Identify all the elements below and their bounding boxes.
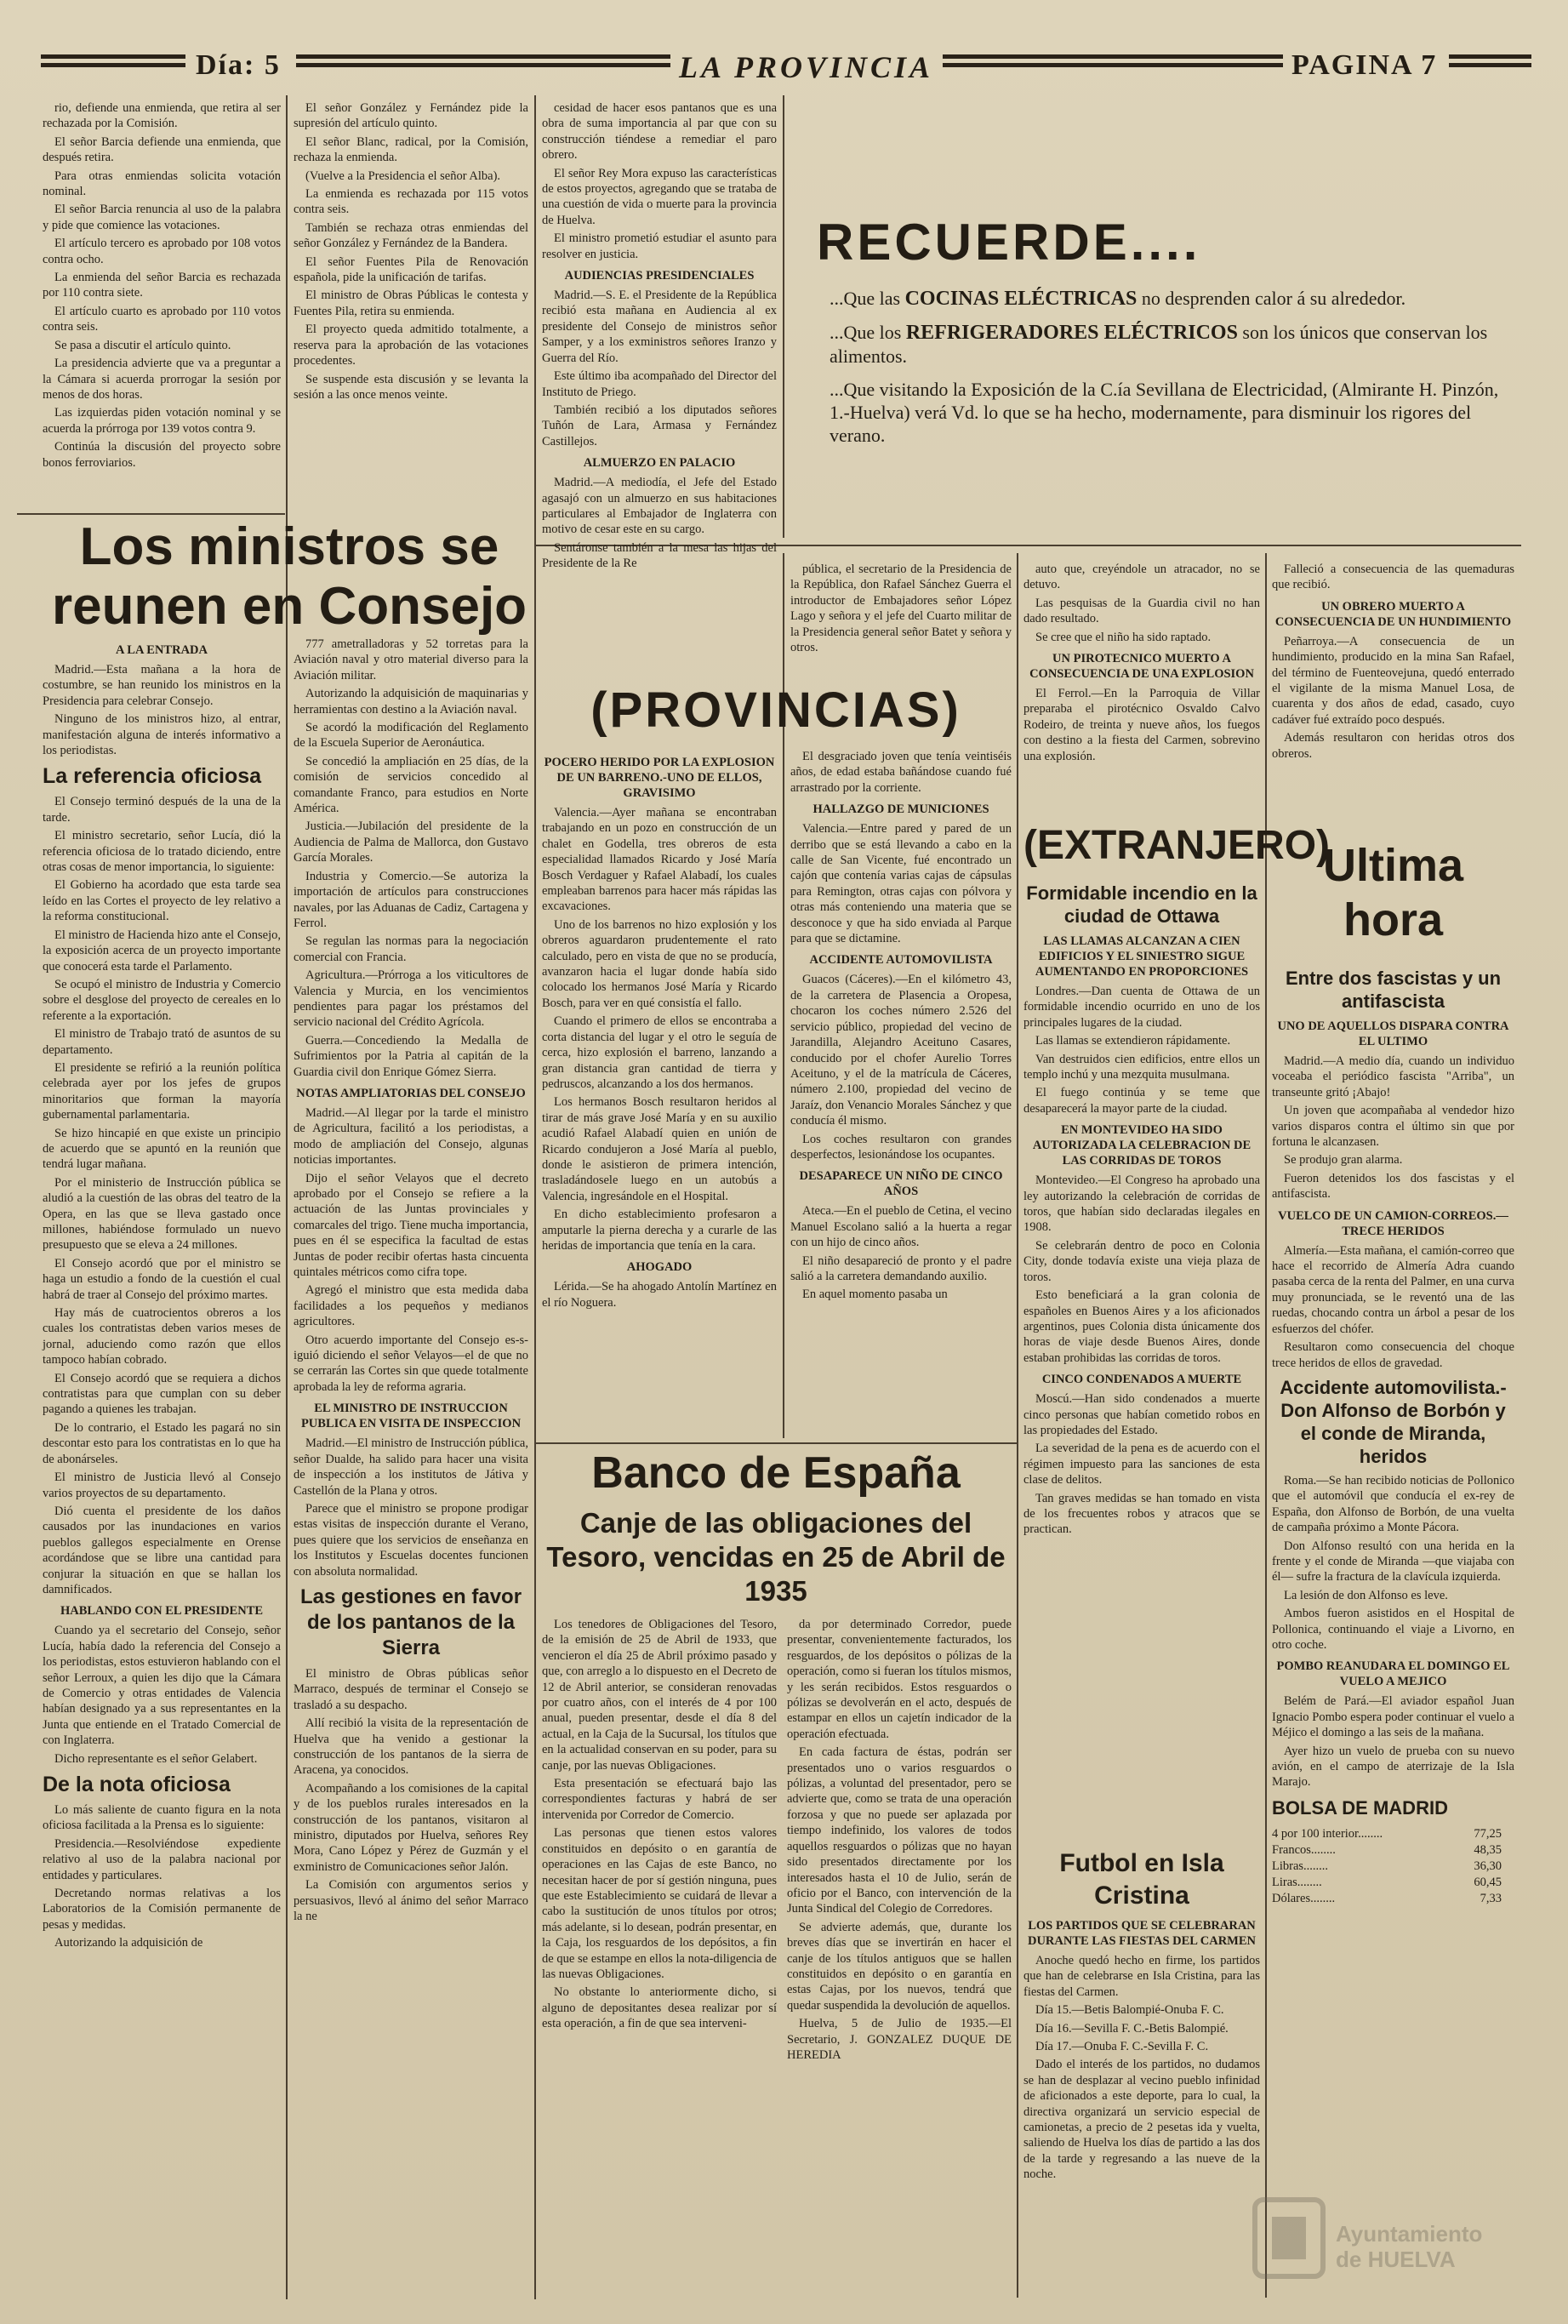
paragraph: La enmienda del señor Barcia es rechazada por 110 contra siete.	[43, 271, 281, 300]
paragraph: Parece que el ministro se propone prodigar estas visitas de inspección durante el Verano, pues quiere que los servicios de enseñanza en los Institutos y Escuelas docentes funcionen con absoluta normalidad.	[294, 1501, 528, 1579]
paragraph: Se cree que el niño ha sido raptado.	[1035, 630, 1212, 644]
column-5-extranjero: Formidable incendio en la ciudad de Ottawa LAS LLAMAS ALCANZAN A CIEN EDIFICIOS Y EL SINIESTRO SIGUE AUMENTANDO EN PROPORCIONES Londres.—Dan cuenta de Ottawa de un formidable incendio ocurrido en uno de los principales lugares de la ciudad. Las llamas se extendieron rápidamente. Van destruidos cien edificios, entre ellos un templo inchú y una mezquita musulmana. El fuego continúa y se teme que desaparecerá la mayor parte de la ciudad. EN MONTEVIDEO HA SIDO AUTORIZADA LA CELEBRACION DE LAS CORRIDAS DE TOROS Montevideo.—El Congreso ha aprobado una ley autorizando la celebración de corridas de toros, que habían sido declaradas ilegales en 1908. Se celebrarán dentro de poco en Colonia City, donde todavía existe una vieja plaza de toros. Esto beneficiará a la gran colonia de españoles en Buenos Aires y a los aficionados argentinos, pues Colonia dista únicamente dos horas de viaje desde Buenos Aires, donde estaban prohibidas las corridas de toros. CINCO CONDENADOS A MUERTE Moscú.—Han sido condenados a muerte cinco personas que habían cometido robos en las propiedades del Estado. La severidad de la pena es de acuerdo con el régimen impuesto para las sanciones de esta clase de delitos. Tan graves medidas se han tomado en vista de los frecuentes robos y atracos que se practican.	[1023, 882, 1260, 1537]
paragraph: Uno de los barrenos no hizo explosión y los obreros aguardaron prudentemente el rato calculado, pero en vista de que no se producía, avanzaron hacia el lugar donde había sido colocado los hermanos José María y Ricardo Bosch, para ver en qué consistía el fallo.	[542, 917, 777, 1010]
paragraph: Otro acuerdo importante del Consejo es-s-iguió diciendo el señor Velayos—el de que no se cerrarán las Cortes sin que quede totalmente aprobada la ley de reforma agraria.	[294, 1333, 528, 1394]
paragraph: Ateca.—En el pueblo de Cetina, el vecino Manuel Escolano salió a la huerta a regar con un hijo de cinco años.	[790, 1204, 1012, 1250]
column-2-top	[294, 100, 528, 513]
paragraph: Madrid.—El ministro de Instrucción pública, señor Dualde, ha salido para hacer una visita de inspección a los institutos de Játiva y Castellón de la Plana y otros.	[294, 1436, 528, 1498]
paragraph: Guacos (Cáceres).—En el kilómetro 43, de la carretera de Plasencia a Oropesa, chocaron los coches número 2.526 del servicio público, propiedad del vecino de Jarandilla, Alejandro Aceituno Casares, conducido por el chofer Aurelio Torres Aceituno, y el de la matrícula de Cáceres, número 2.100, propiedad del vecino de Jaraíz, don Venancio Morales Sánchez y que conducía él mismo.	[790, 973, 1012, 1128]
nota-title: De la nota oficiosa	[43, 1773, 231, 1796]
paragraph: El señor Rey Mora expuso las características de estos proyectos, agregando que se trataba de una cuestión de vida o muerte para la provincia de Huelva.	[542, 166, 777, 227]
paragraph: También recibió a los diputados señores Tuñón de Lara, Armasa y Fernández Castillejos.	[542, 403, 777, 448]
city-seal-icon	[1251, 2196, 1327, 2281]
paragraph: Acompañando a los comisiones de la capital y de los pueblos rurales interesados en la construcción de los pantanos, visitaron al ministro, diputados por Huelva, señores Rey Mora, Cano López y Pérez de Guzmán y el exministro de Comunicaciones señor Jalón.	[294, 1781, 528, 1874]
archive-watermark: Ayuntamiento de HUELVA	[1251, 2196, 1506, 2289]
paragraph: El desgraciado joven que tenía veintiséis años, de edad estaba bañándose cuando fué arrastrado por la corriente.	[790, 750, 1012, 795]
paragraph: Agregó el ministro que esta medida daba facilidades a los pequeños y medianos agricultores.	[294, 1283, 528, 1329]
extranjero-headline: (EXTRANJERO)	[1023, 823, 1331, 868]
paragraph: El Consejo acordó que se requiera a dichos contratistas para que cumplan con su deber pagando a quienes les trabajan.	[43, 1371, 281, 1417]
paragraph: No obstante lo anteriormente dicho, si alguno de depositantes desea realizar por sí esta operación, a fin de que sea interveni-	[542, 1985, 777, 2031]
paragraph: Fueron detenidos los dos fascistas y el antifascista.	[1272, 1171, 1514, 1202]
paragraph: El Consejo acordó que por el ministro se haga un estudio a fondo de la cuestión el cual habrá de traer al Consejo del próximo martes.	[43, 1256, 281, 1302]
paragraph: Madrid.—S. E. el Presidente de la República recibió esta mañana en Audiencia al ex presidente del Consejo de ministros señor Samper, y a los exministros señores Iranzo y Guerra del Río.	[542, 288, 777, 365]
paragraph: El ministro prometió estudiar el asunto para resolver en justicia.	[542, 231, 777, 261]
paragraph: Van destruidos cien edificios, entre ellos un templo inchú y una mezquita musulmana.	[1023, 1052, 1260, 1082]
banco-column-a	[542, 1617, 777, 2298]
ad-line-3: ...Que visitando la Exposición de la C.ía Sevillana de Electricidad, (Almirante H. Pinzón, 1.-Huelva) verá Vd. lo que se ha hecho, modernamente, para disminuir los rigores del verano.	[830, 379, 1499, 446]
paragraph: Guerra.—Concediendo la Medalla de Sufrimientos por la Patria al capitán de la Guardia civil don Enrique Gómez Sierra.	[294, 1033, 528, 1079]
paragraph: El artículo tercero es aprobado por 108 votos contra ocho.	[43, 237, 281, 266]
paragraph: Justicia.—Jubilación del presidente de la Audiencia de Palma de Mallorca, don Gustavo García Morales.	[294, 819, 528, 865]
paragraph: El señor González y Fernández pide la supresión del artículo quinto.	[294, 101, 528, 131]
paragraph: Cuando el primero de ellos se encontraba a corta distancia del lugar y el otro le seguía de cerca, hizo explosión el barreno, lanzando a gran distancia gran cantidad de tierra y pedruscos, alcanzando a los dos hermanos.	[542, 1014, 777, 1091]
paragraph: La severidad de la pena es de acuerdo con el régimen impuesto para las sanciones de esta clase de delitos.	[1023, 1442, 1260, 1487]
paragraph: Los coches resultaron con grandes desperfectos, lesionándose los ocupantes.	[790, 1132, 1012, 1162]
bolsa-table	[1272, 1826, 1502, 1907]
paragraph: Roma.—Se han recibido noticias de Pollonico que el automóvil que conducía el ex-rey de España, don Alfonso de Borbón, de una vuelta de campaña próximo a Monte Pácora.	[1272, 1473, 1514, 1535]
paragraph: Dado el interés de los partidos, no dudamos se han de desplazar al vecino pueblo infinidad de aficionados a este deporte, para lo cual, la directiva organizará un servicio especial de camionetas, a precio de 2 pesetas ida y vuelta, saliendo de Huelva los días de partido a las dos de la tarde y regresando a las nueve de la noche.	[1023, 2058, 1260, 2182]
audiencias-title: AUDIENCIAS PRESIDENCIALES	[564, 269, 755, 283]
masthead: LA PROVINCIA	[679, 50, 934, 84]
paragraph: Lo más saliente de cuanto figura en la nota oficiosa facilitada a la Prensa es lo siguiente:	[43, 1803, 281, 1833]
paragraph: Las personas que tienen estos valores constituidos en depósito o en garantía de operaciones en las Cajas de este Banco, no necesitan hacer de por sí gestión ninguna, pues que este Establecimiento se cuidará de llevar a cabo la sustitución de unos títulos por otros; más adelante, si lo desean, podrán presentar, en la Caja, los resguardos de los depósitos, a fin de que se estampe en ellos la nota-diligencia de las nuevas Obligaciones.	[542, 1826, 777, 1981]
paragraph: Agricultura.—Prórroga a los viticultores de Valencia y Murcia, en los vencimientos pendientes para pagar los préstamos del servicio nacional del Crédito Agrícola.	[294, 968, 528, 1030]
paragraph: Valencia.—Ayer mañana se encontraban trabajando en un pozo en construcción de un chalet en Godella, tres obreros de esta especialidad llamados Ricardo y José María Bosch Verdaguer y Rafael Alabadí, los cuales empleaban barrenos para hacer más rápidas las excavaciones.	[542, 806, 777, 914]
paragraph: Se concedió la ampliación en 25 días, de la comisión de servicios concedido al comandante Franco, para estudios en Norte América.	[294, 754, 528, 816]
paragraph: Falleció a consecuencia de las quemaduras que recibió.	[1272, 562, 1514, 592]
paragraph: Día 16.—Sevilla F. C.-Betis Balompié.	[1035, 2021, 1229, 2036]
paragraph: El ministro secretario, señor Lucía, dió la referencia oficiosa de lo tratado diciendo, entre otras cosas de menor importancia, lo siguiente:	[43, 829, 281, 875]
paragraph: Para otras enmiendas solicita votación nominal.	[43, 168, 281, 199]
paragraph: En dicho establecimiento profesaron a amputarle la pierna derecha y a curarle de las heridas de importancia que tenía en la cara.	[542, 1208, 777, 1253]
paragraph: El proyecto queda admitido totalmente, a reserva para la aprobación de las votaciones procedentes.	[294, 323, 528, 368]
table-row: Liras........ 60,45	[1272, 1875, 1502, 1889]
paragraph: Se suspende esta discusión y se levanta la sesión a las once menos veinte.	[294, 372, 528, 402]
paragraph: Decretando normas relativas a los Laboratorios de la Comisión permanente de pesas y medidas.	[43, 1887, 281, 1932]
paragraph: Las pesquisas de la Guardia civil no han dado resultado.	[1023, 596, 1260, 626]
paragraph: Valencia.—Entre pared y pared de un derribo que se está llevando a cabo en la calle de San Vicente, fué encontrado un cajón que contenía varias cajas de cápsulas para Remington, otras cajas con pólvora y otras más conteniendo una materia que se desconoce y que ha sido enviada al Parque para que se dictamine.	[790, 822, 1012, 946]
bolsa-title: BOLSA DE MADRID	[1272, 1796, 1448, 1819]
provincias-headline: (PROVINCIAS)	[590, 682, 961, 738]
almuerzo-title: ALMUERZO EN PALACIO	[583, 456, 736, 471]
column-2-bottom: 777 ametralladoras y 52 torretas para la Aviación naval y otro material diverso para la Aviación militar. Autorizando la adquisición de maquinarias y herramientas con destino a la Aviación naval. Se acordó la modificación del Reglamento de la Escuela Superior de Aeronáutica. Se concedió la ampliación en 25 días, de la comisión de servicios concedido al comandante Franco, para estudios en Norte América. Justicia.—Jubilación del presidente de la Audiencia de Palma de Mallorca, don Gustavo García Morales. Industria y Comercio.—Se autoriza la importación de artículos para construcciones navales, por las Aduanas de Cadiz, Cartagena y Ferrol. Se regulan las normas para la negociación comercial con Francia. Agricultura.—Prórroga a los viticultores de Valencia y Murcia, en los vencimientos pendientes para pagar los préstamos del servicio nacional del Crédito Agrícola. Guerra.—Concediendo la Medalla de Sufrimientos por la Patria al capitán de la Guardia civil don Enrique Gómez Sierra. NOTAS AMPLIATORIAS DEL CONSEJO Madrid.—Al llegar por la tarde el ministro de Agricultura, facilitó a los periodistas, a modo de ampliación del Consejo, algunas noticias importantes. Dijo el señor Velayos que el decreto aprobado por el Consejo se refiere a la actuación de las Juntas provinciales y comarcales del trigo. Tiene mucha importancia, pues en él se especifica la facultad de estas Juntas de poder recibir ofertas hasta cincuenta quintales métricos como cifra tope. Agregó el ministro que esta medida daba facilidades a los pequeños y medianos agricultores. Otro acuerdo importante del Consejo es-s-iguió diciendo el señor Velayos—el de que no se cerrarán las Cortes sin que quede totalmente aprobada la ley de reforma agraria. EL MINISTRO DE INSTRUCCION PUBLICA EN VISITA DE INSPECCION Madrid.—El ministro de Instrucción pública, señor Dualde, ha salido para hacer una visita de inspección a los institutos de Játiva y Castellón de la Plana y otros. Parece que el ministro se propone prodigar estas visitas de inspección durante el Verano, pues quiere que los servicios de enseñanza en los Institutos y Escuelas docentes funcionen con absoluta normalidad. Las gestiones en favor de los pantanos de la Sierra El ministro de Obras públicas señor Marraco, después de terminar el Consejo se trasladó a su despacho. Allí recibió la visita de la representación de Huelva que ha venido a gestionar la construcción de los pantanos de la sierra de Aracena, ya conocidos. Acompañando a los comisiones de la capital y de los pueblos rurales interesados en la construcción de los pantanos, visitaron al ministro, diputados por Huelva, señores Rey Mora, Cano López y Pérez de Guzmán y el exministro de Comunicaciones señor Jalón. La Comisión con argumentos serios y persuasivos, llevó al ánimo del señor Marraco la ne	[294, 637, 528, 1924]
paragraph: Almería.—Esta mañana, el camión-correo que hace el recorrido de Almería Adra cuando pasaba cerca de la renta del Palmer, en una curva muy pronunciada, se le reventó una de las ruedas, chocando contra un árbol a pesar de los esfuerzos del chófer.	[1272, 1243, 1514, 1336]
table-row: Libras........ 36,30	[1272, 1859, 1502, 1873]
paragraph: El Ferrol.—En la Parroquia de Villar preparaba el pirotécnico Osvaldo Calvo Rodeiro, de treinta y nueve años, los fuegos con destino a la fiesta del Carmen, sobrevino una explosión.	[1023, 687, 1260, 763]
paragraph: También se rechaza otras enmiendas del señor González y Fernández de la Bandera.	[294, 220, 528, 251]
paragraph: Los tenedores de Obligaciones del Tesoro, de la emisión de 25 de Abril de 1933, que vencieron el día 25 de Abril próximo pasado y que, con arreglo a lo dispuesto en el Decreto de 12 de Abril anterior, se consideran renovadas por cuatro años, con el interés de 4 por 100 anual, pueden presentar, desde el día 8 del actual, en la Caja de la Sucursal, los títulos que en la actualidad conservan en su poder, para su canje, por las nuevas Obligaciones.	[542, 1618, 777, 1773]
column-3-top	[542, 100, 777, 571]
paragraph: 777 ametralladoras y 52 torretas para la Aviación naval y otro material diverso para la Aviación militar.	[294, 637, 528, 682]
day-label: Día: 5	[196, 49, 281, 81]
paragraph: En aquel momento pasaba un	[802, 1288, 948, 1302]
paragraph: El presidente se refirió a la reunión política celebrada ayer por los jefes de grupos minoritarios que forman la mayoría gubernamental parlamentaria.	[43, 1060, 281, 1122]
paragraph: Sentáronse también a la mesa las hijas del Presidente de la Re	[542, 540, 777, 571]
paragraph: El artículo cuarto es aprobado por 110 votos contra seis.	[43, 304, 281, 334]
paragraph: Autorizando la adquisición de	[54, 1936, 203, 1950]
paragraph: cesidad de hacer esos pantanos que es una obra de suma importancia al par que con su construcción tiéndese a remediar el paro obrero.	[542, 101, 777, 163]
page-header	[41, 43, 1531, 82]
paragraph: Las izquierdas piden votación nominal y se acuerda la prórroga por 139 votos contra 9.	[43, 406, 281, 436]
paragraph: Día 15.—Betis Balompié-Onuba F. C.	[1035, 2003, 1224, 2018]
column-4-upper	[790, 562, 1012, 715]
paragraph: Don Alfonso resultó con una herida en la frente y el conde de Miranda —que viajaba con él— sufre la fractura de la clavícula izquierda.	[1272, 1539, 1514, 1585]
paragraph: pública, el secretario de la Presidencia de la República, don Rafael Sánchez Guerra el introductor de Embajadores señor López Lago y señora y el jefe del Cuarto militar de la Presidencia general señor Batet y señora y otros.	[790, 562, 1012, 655]
paragraph: Resultaron como consecuencia del choque trece heridos de ellos de gravedad.	[1272, 1340, 1514, 1370]
paragraph: El ministro de Justicia llevó al Consejo varios proyectos de su departamento.	[43, 1470, 281, 1500]
recuerde-advertisement	[804, 213, 1519, 540]
paragraph: Se pasa a discutir el artículo quinto.	[54, 338, 231, 352]
paragraph: Un joven que acompañaba al vendedor hizo varios disparos contra el último sin que por fortuna le alcanzasen.	[1272, 1104, 1514, 1150]
paragraph: Madrid.—A mediodía, el Jefe del Estado agasajó con un almuerzo en sus habitaciones particulares al Embajador de Inglaterra con motivo de cesar este en su cargo.	[542, 476, 777, 537]
paragraph: Montevideo.—El Congreso ha aprobado una ley autorizando la celebración de corridas de toros, que habían sido declaradas ilegales en 1908.	[1023, 1173, 1260, 1235]
ministros-headline: Los ministros se reunen en Consejo	[51, 517, 527, 636]
column-5-futbol: Futbol en Isla Cristina LOS PARTIDOS QUE SE CELEBRARAN DURANTE LAS FIESTAS DEL CARMEN Anoche quedó hecho en firme, los partidos que han de celebrarse en Isla Cristina, para las fiestas del Carmen. Día 15.—Betis Balompié-Onuba F. C. Día 16.—Sevilla F. C.-Betis Balompié. Día 17.—Onuba F. C.-Sevilla F. C. Dado el interés de los partidos, no dudamos se han de desplazar al vecino pueblo infinidad de aficionados a este deporte, para lo cual, la directiva organizará un servicio especial de camionetas, a precio de 2 pesetas ida y vuelta, saliendo de Huelva los días de partido a las dos de la tarde y regresando a las nueve de la noche.	[1023, 1849, 1260, 2182]
paragraph: (Vuelve a la Presidencia el señor Alba).	[305, 168, 501, 183]
paragraph: Ninguno de los ministros hizo, al entrar, manifestación alguna de interés informativo a los periodistas.	[43, 712, 281, 758]
paragraph: Además resultaron con heridas otros dos obreros.	[1272, 731, 1514, 761]
column-1-top	[43, 100, 281, 513]
page-number: PAGINA 7	[1291, 49, 1438, 81]
paragraph: El ministro de Obras públicas señor Marraco, después de terminar el Consejo se trasladó a su despacho.	[294, 1666, 528, 1712]
table-row: Francos........ 48,35	[1272, 1842, 1502, 1857]
paragraph: El señor Barcia renuncia al uso de la palabra y pide que comience las votaciones.	[43, 203, 281, 232]
banco-headline: Banco de España	[591, 1448, 961, 1498]
paragraph: Dió cuenta el presidente de los daños causados por las inundaciones en varios pueblos gallegos especialmente en Orense acordándose que se libre una cantidad para conjurar la situación en que se hallan los damnificados.	[43, 1504, 281, 1596]
paragraph: El ministro de Trabajo trató de asuntos de su departamento.	[43, 1027, 281, 1057]
paragraph: El Gobierno ha acordado que esta tarde sea leído en las Cortes el proyecto de ley relativo a la reforma constitucional.	[43, 878, 281, 924]
paragraph: Madrid.—Al llegar por la tarde el ministro de Agricultura, facilitó a los periodistas, a modo de ampliación del Consejo, algunas noticias importantes.	[294, 1105, 528, 1168]
paragraph: Ambos fueron asistidos en el Hospital de Pollonica, continuando el viaje a Livorno, en otro coche.	[1272, 1607, 1514, 1652]
paragraph: Industria y Comercio.—Se autoriza la importación de artículos para construcciones navales, por las Aduanas de Cadiz, Cartagena y Ferrol.	[294, 869, 528, 930]
paragraph: Peñarroya.—A consecuencia de un hundimiento, producido en la mina San Rafael, del término de Fuenteovejuna, quedó enterrado el vigilante de la misma Manuel Losa, de cuarenta y dos años de edad, casado, cuyo cadáver fué extraído poco después.	[1272, 634, 1514, 727]
paragraph: Continúa la discusión del proyecto sobre bonos ferroviarios.	[43, 440, 281, 470]
paragraph: Tan graves medidas se han tomado en vista de los frecuentes robos y atracos que se practican.	[1023, 1491, 1260, 1537]
paragraph: El fuego continúa y se teme que desaparecerá la mayor parte de la ciudad.	[1023, 1086, 1260, 1116]
column-5-top: auto que, creyéndole un atracador, no se detuvo. Las pesquisas de la Guardia civil no han dado resultado. Se cree que el niño ha sido raptado. UN PIROTECNICO MUERTO A CONSECUENCIA DE UNA EXPLOSION El Ferrol.—En la Parroquia de Villar preparaba el pirotécnico Osvaldo Calvo Rodeiro, de treinta y nueve años, los fuegos con destino a la fiesta del Carmen, sobrevino una explosión.	[1023, 562, 1260, 763]
paragraph: rio, defiende una enmienda, que retira al ser rechazada por la Comisión.	[43, 101, 281, 131]
paragraph: Madrid.—Esta mañana a la hora de costumbre, se han reunido los ministros en la Presidencia para celebrar Consejo.	[43, 663, 281, 708]
column-1-bottom: A LA ENTRADA Madrid.—Esta mañana a la hora de costumbre, se han reunido los ministros en la Presidencia para celebrar Consejo. Ninguno de los ministros hizo, al entrar, manifestación alguna de interés informativo a los periodistas. La referencia oficiosa El Consejo terminó después de la una de la tarde. El ministro secretario, señor Lucía, dió la referencia oficiosa de lo tratado diciendo, entre otras cosas de menor importancia, lo siguiente: El Gobierno ha acordado que esta tarde sea leído en las Cortes el proyecto de ley relativo a la reforma constitucional. El ministro de Hacienda hizo ante el Consejo, la exposición acerca de un proyecto importante que conocerá esta tarde el Parlamento. Se ocupó el ministro de Industria y Comercio sobre el desglose del proyecto de cereales en lo referente a la exportación. El ministro de Trabajo trató de asuntos de su departamento. El presidente se refirió a la reunión política celebrada ayer por los jefes de grupos minoritarios que forman la mayoría gubernamental parlamentaria. Se hizo hincapié en que existe un principio de acuerdo que se apuntó en la reunión que tendrá lugar mañana. Por el ministerio de Instrucción pública se aludió a la cuestión de las obras del teatro de la Opera, en las que se lleva gastado once millones, habiéndose formulado un nuevo presupuesto que se eleva a 24 millones. El Consejo acordó que por el ministro se haga un estudio a fondo de la cuestión el cual habrá de traer al Consejo del próximo martes. Hay más de cuatrocientos obreros a los cuales los contratistas deben varios meses de jornal, aduciendo como razón que ellos tampoco habían cobrado. El Consejo acordó que se requiera a dichos contratistas para que cumplan con su deber pagando a quienes les trabajan. De lo contrario, el Estado les pagará no sin descontar esto para los contratistas en lo que ha de abonárseles. El ministro de Justicia llevó al Consejo varios proyectos de su departamento. Dió cuenta el presidente de los daños causados por las inundaciones en varios pueblos gallegos especialmente en Orense acordándose que se libre una cantidad para conjurar la situación en que se hallan los damnificados. HABLANDO CON EL PRESIDENTE Cuando ya el secretario del Consejo, señor Lucía, había dado la referencia del Consejo a los periodistas, estos estuvieron hablando con el señor Lerroux, a quien les dijo que la Cámara de Comercio y otras entidades de Valencia habían designado ya a sus representantes en la Junta que entiende en el Tratado Comercial de con Inglaterra. Dicho representante es el señor Gelabert. De la nota oficiosa Lo más saliente de cuanto figura en la nota oficiosa facilitada a la Prensa es lo siguiente: Presidencia.—Resolviéndose expediente relativo al uso de la palabra nacional por entidades y particulares. Decretando normas relativas a los Laboratorios de la Comisión permanente de pesas y medidas. Autorizando la adquisición de	[43, 643, 281, 1950]
paragraph: En cada factura de éstas, podrán ser presentados uno o varios resguardos o pólizas, a voluntad del presentador, pero se advierte que, como se trata de una operación forzosa y que no puede ser aplazada por tiempo indefinido, los valores de todos aquellos resguardos o pólizas que no hayan sido presentados directamente por los interesados hasta el 10 de Julio, serán de oficio por el Banco, con intervención de la Junta Sindical del Colegio de Corredores.	[787, 1745, 1012, 1916]
banco-column-b	[787, 1617, 1012, 2298]
paragraph: da por determinado Corredor, puede presentar, convenientemente facturados, los resguardos, de los depósitos o pólizas de la operación, como si fueran los títulos mismos, y les serán recibidos. Estos resguardos o pólizas se devolverán en el acto, después de estampar en ellos un cajetín indicador de la operación efectuada.	[787, 1618, 1012, 1741]
paragraph: Este último iba acompañado del Director del Instituto de Priego.	[542, 369, 777, 399]
paragraph: La presidencia advierte que va a preguntar a la Cámara si acuerda prorrogar la sesión por menos de dos horas.	[43, 357, 281, 402]
paragraph: El señor Blanc, radical, por la Comisión, rechaza la enmienda.	[294, 134, 528, 165]
paragraph: Por el ministerio de Instrucción pública se aludió a la cuestión de las obras del teatro de la Opera, en las que se lleva gastado once millones, habiéndose formulado un nuevo presupuesto que se eleva a 24 millones.	[43, 1175, 281, 1253]
paragraph: Se produjo gran alarma.	[1284, 1153, 1403, 1168]
paragraph: Se ocupó el ministro de Industria y Comercio sobre el desglose del proyecto de cereales en lo referente a la exportación.	[43, 977, 281, 1023]
table-row: Dólares........ 7,33	[1272, 1891, 1502, 1905]
paragraph: Se regulan las normas para la negociación comercial con Francia.	[294, 934, 528, 964]
paragraph: Día 17.—Onuba F. C.-Sevilla F. C.	[1035, 2040, 1209, 2054]
paragraph: Se acordó la modificación del Reglamento de la Escuela Superior de Aeronáutica.	[294, 721, 528, 751]
paragraph: auto que, creyéndole un atracador, no se detuvo.	[1023, 562, 1260, 592]
paragraph: Se advierte además, que, durante los breves días que se invertirán en hacer el canje de los títulos antiguos que se hallen constituidos en depósito o en garantía en estas Cajas, por los nuevos, tendrá que quedar suspendida la devolución de aquellos.	[787, 1920, 1012, 2013]
paragraph: Los hermanos Bosch resultaron heridos al tirar de más grave José María y en su auxilio acudió Rafael Alabadí quien en unión de Ricardo condujeron a José María al pueblo, donde le asistieron de primera intención, trasladándosele luego en un autobús a Valencia, ingresándole en el Hospital.	[542, 1095, 777, 1203]
column-4-middle: El desgraciado joven que tenía veintiséis años, de edad estaba bañándose cuando fué arrastrado por la corriente. HALLAZGO DE MUNICIONES Valencia.—Entre pared y pared de un derribo que se está llevando a cabo en la calle de San Vicente, fué encontrado un cajón que contenía varias cajas de cápsulas para Remington, otras cajas con pólvora y otras más conteniendo una materia que se desconoce y que ha sido enviada al Parque para que se dictamine. ACCIDENTE AUTOMOVILISTA Guacos (Cáceres).—En el kilómetro 43, de la carretera de Plasencia a Oropesa, chocaron los coches número 2.526 del servicio público, propiedad del vecino de Jarandilla, Alejandro Aceituno Casares, conducido por el chofer Aurelio Torres Aceituno, y el de la matrícula de Cáceres, número 2.100, propiedad del vecino de Jaraíz, don Venancio Morales Sánchez y que conducía él mismo. Los coches resultaron con grandes desperfectos, lesionándose los ocupantes. DESAPARECE UN NIÑO DE CINCO AÑOS Ateca.—En el pueblo de Cetina, el vecino Manuel Escolano salió a la huerta a regar con un hijo de cinco años. El niño desapareció de pronto y el padre salió a la carretera demandando auxilio. En aquel momento pasaba un	[790, 750, 1012, 1302]
paragraph: Dicho representante es el señor Gelabert.	[54, 1751, 258, 1766]
paragraph: Lérida.—Se ha ahogado Antolín Martínez en el río Noguera.	[542, 1280, 777, 1310]
ultima-headline: Ultima hora	[1322, 840, 1464, 945]
paragraph: Cuando ya el secretario del Consejo, señor Lucía, había dado la referencia del Consejo a los periodistas, estos estuvieron hablando con el señor Lerroux, a quien les dijo que la Cámara de Comercio y otras entidades de Valencia habían designado ya a sus representantes en la Junta que entiende en el Tratado Comercial de con Inglaterra.	[43, 1624, 281, 1748]
paragraph: Esta presentación se efectuará bajo las correspondientes facturas y habrá de ser intervenida por Corredor de Comercio.	[542, 1777, 777, 1822]
paragraph: Dijo el señor Velayos que el decreto aprobado por el Consejo se refiere a la actuación de las Juntas provinciales y comarcales del trigo. Tiene mucha importancia, pues en él se especifica la facultad de estas Juntas de poder recibir ofertas hasta cincuenta quintales métricos como cifra tope.	[294, 1171, 528, 1280]
paragraph: Se hizo hincapié en que existe un principio de acuerdo que se apuntó en la reunión que tendrá lugar mañana.	[43, 1126, 281, 1172]
paragraph: Madrid.—A medio día, cuando un individuo voceaba el periódico fascista "Arriba", un transeunte gritó ¡Abajo!	[1272, 1054, 1514, 1099]
paragraph: Se celebrarán dentro de poco en Colonia City, donde todavía existe una vieja plaza de toros.	[1023, 1238, 1260, 1284]
paragraph: Las llamas se extendieron rápidamente.	[1035, 1034, 1231, 1048]
paragraph: El señor Fuentes Pila de Renovación española, pide la unificación de tarifas.	[294, 254, 528, 285]
paragraph: Belém de Pará.—El aviador español Juan Ignacio Pombo espera poder continuar el vuelo a Méjico el domingo a las seis de la mañana.	[1272, 1694, 1514, 1740]
paragraph: La Comisión con argumentos serios y persuasivos, llevó al ánimo del señor Marraco la ne	[294, 1878, 528, 1924]
paragraph: La enmienda es rechazada por 115 votos contra seis.	[294, 187, 528, 217]
paragraph: Ayer hizo un vuelo de prueba con su nuevo avión, en el campo de aterrizaje de la Isla Marajo.	[1272, 1744, 1514, 1790]
paragraph: Allí recibió la visita de la representación de Huelva que ha venido a gestionar la construcción de los pantanos de la sierra de Aracena, ya conocidos.	[294, 1716, 528, 1778]
paragraph: Presidencia.—Resolviéndose expediente relativo al uso de la palabra nacional por entidades y particulares.	[43, 1836, 281, 1882]
ad-line-1: ...Que las COCINAS ELÉCTRICAS no desprenden calor á su alrededor.	[830, 288, 1406, 310]
paragraph: El señor Barcia defiende una enmienda, que después retira.	[43, 134, 281, 165]
paragraph: El niño desapareció de pronto y el padre salió a la carretera demandando auxilio.	[790, 1253, 1012, 1283]
ad-title: RECUERDE....	[817, 214, 1201, 271]
ad-line-2: ...Que los REFRIGERADORES ELÉCTRICOS son los únicos que conservan los alimentos.	[830, 322, 1488, 367]
paragraph: Londres.—Dan cuenta de Ottawa de un formidable incendio ocurrido en uno de los principales lugares de la ciudad.	[1023, 985, 1260, 1030]
paragraph: Autorizando la adquisición de maquinarias y herramientas con destino a la Aviación naval.	[294, 687, 528, 717]
column-3-middle: POCERO HERIDO POR LA EXPLOSION DE UN BARRENO.-UNO DE ELLOS, GRAVISIMO Valencia.—Ayer mañana se encontraban trabajando en un pozo en construcción de un chalet en Godella, tres obreros de esta especialidad llamados Ricardo y José María Bosch Verdaguer y Rafael Alabadí, los cuales empleaban barrenos para hacer más rápidas las excavaciones. Uno de los barrenos no hizo explosión y los obreros aguardaron prudentemente el rato calculado, pero en vista de que no se producía, avanzaron hacia el lugar donde había sido colocado los hermanos José María y Ricardo Bosch, para ver en qué consistía el fallo. Cuando el primero de ellos se encontraba a corta distancia del lugar y el otro le seguía de cerca, hizo explosión el barreno, lanzando a gran distancia gran cantidad de tierra y pedruscos, alcanzando a los dos hermanos. Los hermanos Bosch resultaron heridos al tirar de más grave José María y en su auxilio acudió Rafael Alabadí quien en unión de Ricardo condujeron a José María al pueblo, donde le asistieron de primera intención, trasladándosele luego en un autobús a Valencia, ingresándole en el Hospital. En dicho establecimiento profesaron a amputarle la pierna derecha y a curarle de las heridas de importancia que tenía en la cara. AHOGADO Lérida.—Se ha ahogado Antolín Martínez en el río Noguera.	[542, 756, 777, 1310]
referencia-title: La referencia oficiosa	[43, 764, 262, 789]
column-6-ultima: Entre dos fascistas y un antifascista UNO DE AQUELLOS DISPARA CONTRA EL ULTIMO Madrid.—A medio día, cuando un individuo voceaba el periódico fascista "Arriba", un transeunte gritó ¡Abajo! Un joven que acompañaba al vendedor hizo varios disparos contra el último sin que por fortuna le alcanzasen. Se produjo gran alarma. Fueron detenidos los dos fascistas y el antifascista. VUELCO DE UN CAMION-CORREOS.—TRECE HERIDOS Almería.—Esta mañana, el camión-correo que hace el recorrido de Almería Adra cuando pasaba cerca de la renta del Palmer, en una curva muy pronunciada, se le reventó una de las ruedas, chocando contra un árbol a pesar de los esfuerzos del chófer. Resultaron como consecuencia del choque trece heridos de ellos de gravedad. Accidente automovilista.-Don Alfonso de Borbón y el conde de Miranda, heridos Roma.—Se han recibido noticias de Pollonico que el automóvil que conducía el ex-rey de España, don Alfonso de Borbón, de una vuelta de campaña próximo a Monte Pácora. Don Alfonso resultó con una herida en la frente y el conde de Miranda —que viajaba con él— sufre la fractura de la clavícula izquierda. La lesión de don Alfonso es leve. Ambos fueron asistidos en el Hospital de Pollonica, continuando el viaje a Livorno, en otro coche. POMBO REANUDARA EL DOMINGO EL VUELO A MEJICO Belém de Pará.—El aviador español Juan Ignacio Pombo espera poder continuar el vuelo a Méjico el domingo a las seis de la mañana. Ayer hizo un vuelo de prueba con su nuevo avión, en el campo de aterrizaje de la Isla Marajo. BOLSA DE MADRID 4 por 100 interior........ 77,25 Francos........ 48,35 Libras........ 36,30 Liras........ 60,45 Dólares........ 7,33	[1272, 968, 1514, 1905]
banco-subhead: Canje de las obligaciones del Tesoro, vencidas en 25 de Abril de 1935	[546, 1507, 1006, 1607]
paragraph: Moscú.—Han sido condenados a muerte cinco personas que habían cometido robos en las propiedades del Estado.	[1023, 1392, 1260, 1437]
paragraph: El ministro de Obras Públicas le contesta y Fuentes Pila, retira su enmienda.	[294, 288, 528, 318]
table-row: 4 por 100 interior........ 77,25	[1272, 1826, 1502, 1841]
column-6-top: Falleció a consecuencia de las quemaduras que recibió. UN OBRERO MUERTO A CONSECUENCIA DE UN HUNDIMIENTO Peñarroya.—A consecuencia de un hundimiento, producido en la mina San Rafael, del término de Fuenteovejuna, quedó enterrado el vigilante de la misma Manuel Losa, de cuarenta y dos años de edad, casado, cuyo cadáver fué extraído poco después. Además resultaron con heridas otros dos obreros.	[1272, 562, 1514, 761]
gestiones-title: Las gestiones en favor de los pantanos de la Sierra	[299, 1585, 522, 1659]
paragraph: De lo contrario, el Estado les pagará no sin descontar esto para los contratistas en lo que ha de abonárseles.	[43, 1420, 281, 1466]
paragraph: Huelva, 5 de Julio de 1935.—El Secretario, J. GONZALEZ DUQUE DE HEREDIA	[787, 2017, 1012, 2062]
paragraph: El Consejo terminó después de la una de la tarde.	[43, 795, 281, 825]
paragraph: Anoche quedó hecho en firme, los partidos que han de celebrarse en Isla Cristina, para las fiestas del Carmen.	[1023, 1954, 1260, 1999]
paragraph: Esto beneficiará a la gran colonia de españoles en Buenos Aires y a los aficionados argentinos, pues Colonia dista únicamente dos horas de viaje desde Buenos Aires, donde estaban prohibidas las corridas de toros.	[1023, 1288, 1260, 1365]
paragraph: Hay más de cuatrocientos obreros a los cuales los contratistas deben varios meses de jornal, aduciendo como razón que ellos tampoco habían cobrado.	[43, 1306, 281, 1368]
paragraph: La lesión de don Alfonso es leve.	[1284, 1588, 1448, 1602]
paragraph: El ministro de Hacienda hizo ante el Consejo, la exposición acerca de un proyecto importante que conocerá esta tarde el Parlamento.	[43, 928, 281, 974]
